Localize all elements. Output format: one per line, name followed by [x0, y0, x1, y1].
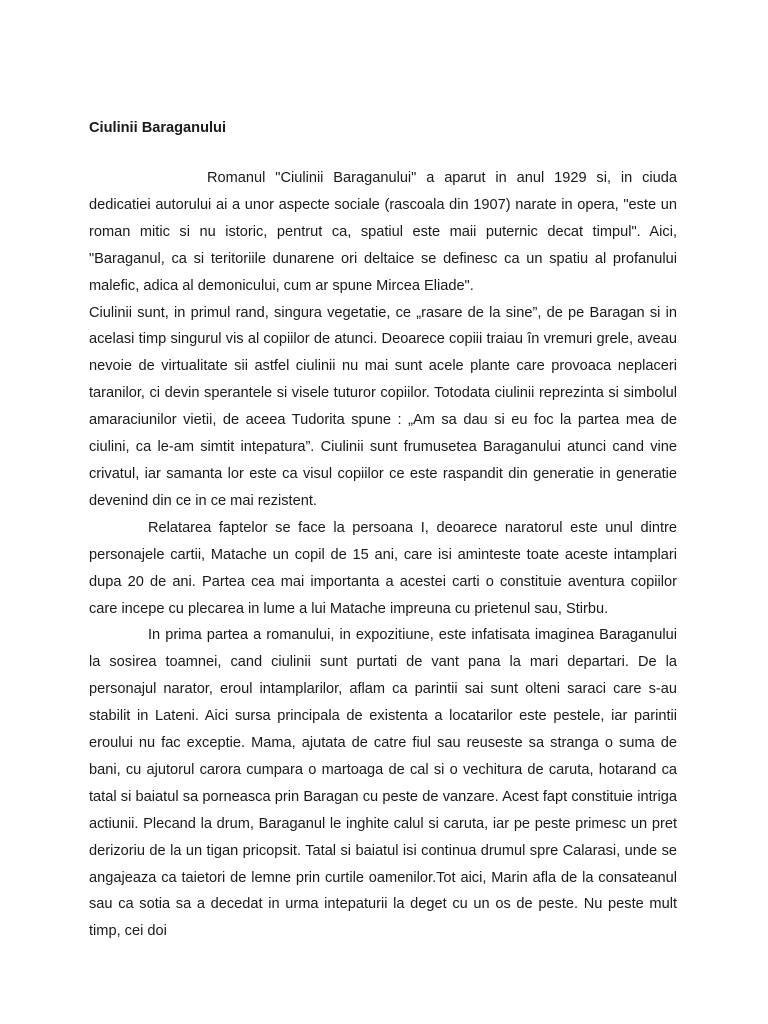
paragraph-intro: Romanul "Ciulinii Baraganului" a aparut in anul 1929 si, in ciuda dedicatiei autorului ai a unor aspecte sociale (rascoala din 1907) narate in opera, "este un roman mitic si nu istoric, pentrut ca, spatiul este maii puternic decat timpul". Aici, "Baraganul, ca si teritoriile dunarene ori deltaice se definesc ca un spatiu al profanului malefic, adica al demonicului, cum ar spune Mircea Eliade".: [89, 170, 677, 294]
paragraph-ciulinii: Ciulinii sunt, in primul rand, singura vegetatie, ce „rasare de la sine”, de pe Baragan si in acelasi timp singurul vis al copiilor de atunci. Deoarece copiii traiau în vremuri grele, aveau nevoie de virtualitate sii astfel ciulinii nu mai sunt acele plante care provoaca neplaceri taranilor, ci devin sperantele si visele tuturor copiilor. Totodata ciulinii reprezinta si simbolul amaraciunilor vietii, de aceea Tudorita spune : „Am sa dau si eu foc la partea mea de ciulini, ca le-am simtit intepatura”. Ciulinii sunt frumusetea Baraganului atunci cand vine crivatul, iar samanta lor este ca visul copiilor ce este raspandit din generatie in generatie devenind din ce in ce mai rezistent.: [89, 304, 677, 509]
document-page: [89, 118, 677, 945]
paragraph-prima-parte: In prima partea a romanului, in expozitiune, este infatisata imaginea Baraganului la sosirea toamnei, cand ciulinii sunt purtati de vant pana la mari departari. De la personajul narator, eroul intamplarilor, aflam ca parintii sai sunt olteni saraci care s-au stabilit in Lateni. Aici sursa principala de existenta a locatarilor este pestele, iar parintii eroului nu fac exceptie. Mama, ajutata de catre fiul sau reuseste sa stranga o suma de bani, cu ajutorul carora cumpara o martoaga de cal si o vechitura de caruta, hotarand ca tatal si baiatul sa porneasca prin Baragan cu peste de vanzare. Acest fapt constituie intriga actiunii. Plecand la drum, Baraganul le inghite calul si caruta, iar pe peste primesc un pret derizoriu de la un tigan pricopsit. Tatal si baiatul isi continua drumul spre Calarasi, unde se angajeaza ca taietori de lemne prin curtile oamenilor.Tot aici, Marin afla de la consateanul sau ca sotia sa a decedat in urma intepaturii la deget cu un os de peste. Nu peste mult timp, cei doi: [89, 627, 677, 940]
paragraph-relatarea: Relatarea faptelor se face la persoana I, deoarece naratorul este unul dintre personajele cartii, Matache un copil de 15 ani, care isi aminteste toate aceste intamplari dupa 20 de ani. Partea cea mai importanta a acestei carti o constituie aventura copiilor care incepe cu plecarea in lume a lui Matache impreuna cu prietenul sau, Stirbu.: [89, 519, 677, 617]
document-title: Ciulinii Baraganului: [89, 120, 227, 136]
